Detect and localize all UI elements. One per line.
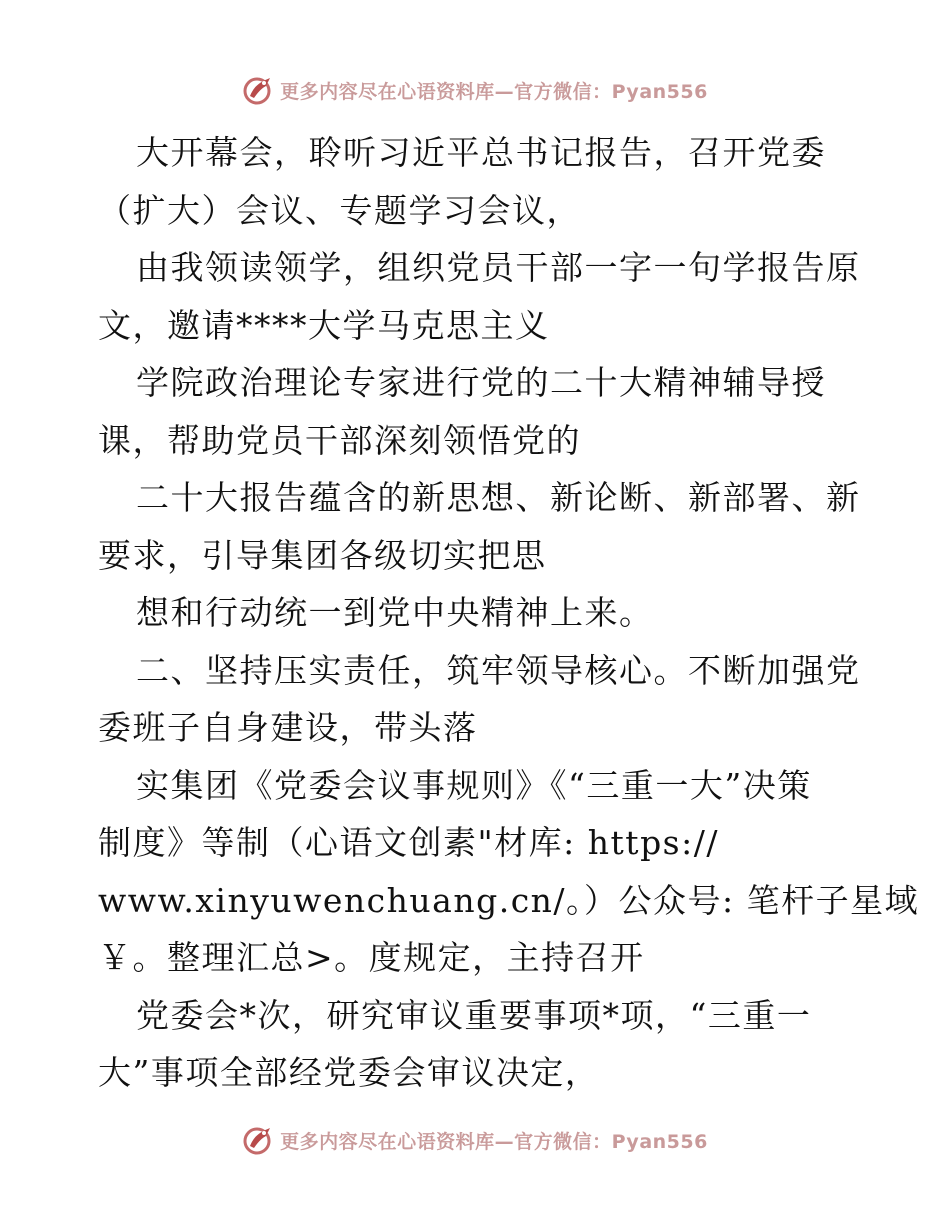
text-line: 要求，引导集团各级切实把思 xyxy=(98,535,547,575)
footer-watermark-banner xyxy=(0,1120,950,1160)
text-line: 课，帮助党员干部深刻领悟党的 xyxy=(98,420,581,460)
text-line: 由我领读领学，组织党员干部一字一句学报告原 xyxy=(136,248,861,287)
footer-watermark-text: 更多内容尽在心语资料库—官方微信：Pyan556 xyxy=(280,1130,708,1153)
text-line: 制度》等制（心语文创素"材库: https:// xyxy=(98,823,719,862)
text-line: 大”事项全部经党委会审议决定， xyxy=(98,1053,600,1092)
text-line: （扩大）会议、专题学习会议， xyxy=(98,190,581,230)
text-line: 学院政治理论专家进行党的二十大精神辅导授 xyxy=(136,363,826,402)
text-line: 实集团《党委会议事规则》《“三重一大”决策 xyxy=(136,765,812,805)
text-line: 二、坚持压实责任，筑牢领导核心。不断加强党 xyxy=(136,650,861,690)
document-body xyxy=(98,124,920,1102)
header-watermark-text: 更多内容尽在心语资料库—官方微信：Pyan556 xyxy=(280,80,708,103)
text-line: 委班子自身建设，带头落 xyxy=(98,708,478,747)
brand-logo-icon xyxy=(242,1124,274,1156)
text-line: 大开幕会，聆听习近平总书记报告，召开党委 xyxy=(136,133,826,172)
header-watermark-banner xyxy=(0,70,950,110)
brand-logo-icon xyxy=(242,74,274,106)
text-line: ￥。整理汇总>。度规定，主持召开 xyxy=(98,938,645,977)
text-line: 党委会*次，研究审议重要事项*项，“三重一 xyxy=(136,995,812,1035)
text-line: 二十大报告蕴含的新思想、新论断、新部署、新 xyxy=(136,478,861,517)
text-line: www.xinyuwenchuang.cn/。）公众号: 笔杆子星域 xyxy=(98,880,920,920)
text-line: 文，邀请****大学马克思主义 xyxy=(98,305,550,345)
text-line: 想和行动统一到党中央精神上来。 xyxy=(136,593,654,632)
